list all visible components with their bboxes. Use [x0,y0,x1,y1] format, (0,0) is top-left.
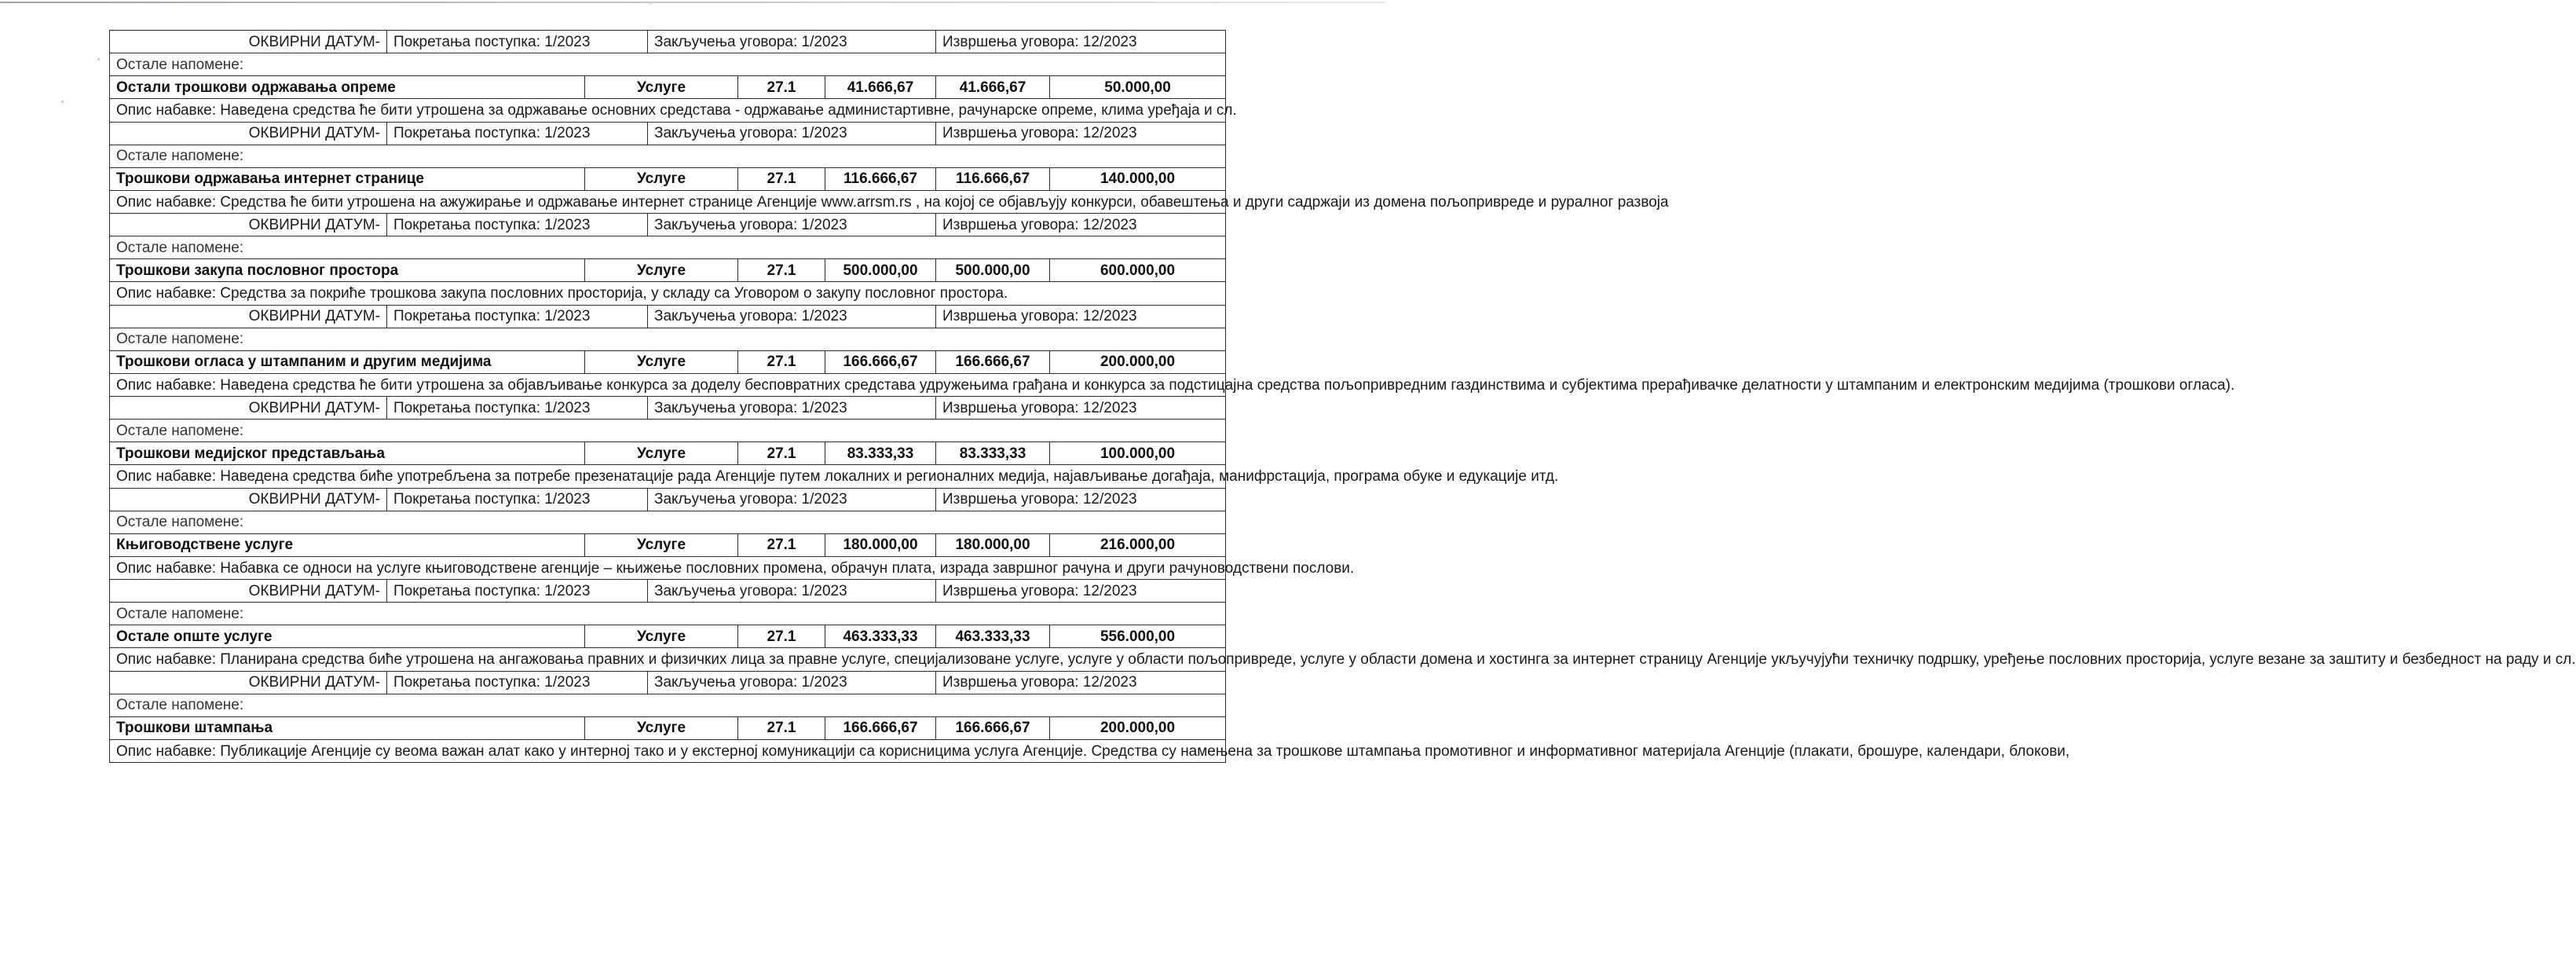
item-name: Трошкови штампања [110,716,585,739]
other-notes-label: Остале напомене: [110,511,1226,533]
other-notes-label: Остале напомене: [110,694,1226,716]
item-name: Трошкови закупа пословног простора [110,259,585,282]
scan-artifact: ~ [649,0,653,8]
procedure-start-date: Покретања поступка: 1/2023 [387,305,648,328]
item-value-1: 463.333,33 [825,625,936,648]
framework-date-label: ОКВИРНИ ДАТУМ- [110,305,387,328]
item-value-2: 166.666,67 [936,716,1050,739]
procedure-start-date: Покретања поступка: 1/2023 [387,580,648,603]
framework-dates-row [110,31,1226,53]
item-value-2: 83.333,33 [936,442,1050,465]
item-type: Услуге [585,716,738,739]
framework-dates-row [110,397,1226,420]
contract-execution-date: Извршења уговора: 12/2023 [936,122,1226,145]
item-value-1: 116.666,67 [825,167,936,190]
item-code: 27.1 [738,350,825,373]
other-notes-row [110,145,1226,167]
procedure-start-date: Покретања поступка: 1/2023 [387,671,648,694]
item-value-total: 556.000,00 [1050,625,1226,648]
item-code: 27.1 [738,533,825,556]
contract-conclusion-date: Закључења уговора: 1/2023 [648,671,936,694]
framework-dates-row [110,580,1226,603]
contract-conclusion-date: Закључења уговора: 1/2023 [648,31,936,53]
procurement-item-row [110,625,1226,648]
contract-conclusion-date: Закључења уговора: 1/2023 [648,397,936,420]
contract-execution-date: Извршења уговора: 12/2023 [936,31,1226,53]
item-name: Књиговодствене услуге [110,533,585,556]
item-name: Остали трошкови одржавања опреме [110,76,585,99]
other-notes-row [110,236,1226,259]
item-name: Трошкови медијског представљања [110,442,585,465]
procedure-start-date: Покретања поступка: 1/2023 [387,397,648,420]
contract-conclusion-date: Закључења уговора: 1/2023 [648,214,936,236]
item-value-2: 500.000,00 [936,259,1050,282]
item-value-1: 166.666,67 [825,716,936,739]
item-value-2: 41.666,67 [936,76,1050,99]
item-code: 27.1 [738,76,825,99]
framework-date-label: ОКВИРНИ ДАТУМ- [110,31,387,53]
other-notes-label: Остале напомене: [110,145,1226,167]
item-code: 27.1 [738,167,825,190]
item-description: Опис набавке: Публикације Агенције су веома важан алат како у интерној тако и у екстерној комуникацији са корисницима услуга Агенције. Средства су намењена за трошкове штампања промотивног и информативног материјала Агенције (плакати, брошуре, календари, блокови, [110,739,1226,763]
contract-conclusion-date: Закључења уговора: 1/2023 [648,305,936,328]
item-type: Услуге [585,167,738,190]
procedure-start-date: Покретања поступка: 1/2023 [387,31,648,53]
framework-date-label: ОКВИРНИ ДАТУМ- [110,122,387,145]
framework-dates-row [110,488,1226,511]
item-value-1: 41.666,67 [825,76,936,99]
item-value-total: 200.000,00 [1050,716,1226,739]
framework-date-label: ОКВИРНИ ДАТУМ- [110,488,387,511]
item-code: 27.1 [738,625,825,648]
procurement-item-row [110,76,1226,99]
other-notes-row [110,420,1226,442]
framework-dates-row [110,305,1226,328]
item-value-total: 100.000,00 [1050,442,1226,465]
scan-speck [97,58,100,60]
other-notes-row [110,53,1226,76]
contract-execution-date: Извршења уговора: 12/2023 [936,305,1226,328]
item-value-2: 463.333,33 [936,625,1050,648]
item-description: Опис набавке: Средства ће бити утрошена на ажужирање и одржавање интернет странице Агенције www.arrsm.rs , на којој се објављују конкурси, обавештења и други садржаји из домена пољопривреде и руралног развоја [110,190,1226,214]
contract-conclusion-date: Закључења уговора: 1/2023 [648,122,936,145]
page-top-rule [0,2,1385,3]
other-notes-row [110,511,1226,533]
item-description: Опис набавке: Наведена средства ће бити утрошена за објављивање конкурса за доделу бесповратних средстава удружењима грађана и конкурса за подстицајна средства пољопривредним газдинствима и субјектима прерађивачке делатности у штампаним и електронским медијима (трошкови огласа). [110,373,1226,397]
other-notes-row [110,328,1226,350]
item-description-row [110,648,1226,672]
item-value-total: 216.000,00 [1050,533,1226,556]
item-value-total: 600.000,00 [1050,259,1226,282]
item-value-1: 166.666,67 [825,350,936,373]
scan-speck [61,101,64,103]
item-description-row [110,465,1226,489]
procurement-item-row [110,716,1226,739]
procurement-item-row [110,442,1226,465]
contract-execution-date: Извршења уговора: 12/2023 [936,580,1226,603]
procurement-item-row [110,259,1226,282]
item-description-row [110,739,1226,763]
item-description: Опис набавке: Средства за покриће трошкова закупа пословних просторија, у складу са Уговором о закупу пословног простора. [110,282,1226,306]
item-description-row [110,282,1226,306]
procurement-item-row [110,167,1226,190]
contract-execution-date: Извршења уговора: 12/2023 [936,214,1226,236]
other-notes-label: Остале напомене: [110,53,1226,76]
framework-dates-row [110,214,1226,236]
item-name: Остале опште услуге [110,625,585,648]
item-description-row [110,190,1226,214]
other-notes-row [110,603,1226,625]
item-code: 27.1 [738,716,825,739]
item-value-1: 500.000,00 [825,259,936,282]
item-type: Услуге [585,259,738,282]
item-value-total: 200.000,00 [1050,350,1226,373]
item-name: Трошкови одржавања интернет странице [110,167,585,190]
item-type: Услуге [585,442,738,465]
procedure-start-date: Покретања поступка: 1/2023 [387,488,648,511]
item-description: Опис набавке: Наведена средства ће бити утрошена за одржавање основних средстава - одржавање администартивне, рачунарске опреме, клима уређаја и сл. [110,99,1226,123]
procurement-item-row [110,533,1226,556]
contract-execution-date: Извршења уговора: 12/2023 [936,671,1226,694]
procedure-start-date: Покретања поступка: 1/2023 [387,214,648,236]
item-description-row [110,99,1226,123]
other-notes-label: Остале напомене: [110,420,1226,442]
item-value-1: 180.000,00 [825,533,936,556]
framework-date-label: ОКВИРНИ ДАТУМ- [110,580,387,603]
item-description: Опис набавке: Набавка се односи на услуге књиговодствене агенције – књижење пословних промена, обрачун плата, израда завршног рачуна и други рачуноводствени послови. [110,556,1226,580]
item-description: Опис набавке: Планирана средства биће утрошена на ангажовања правних и физичких лица за правне услуге, специјализоване услуге, услуге у области пољопривреде, услуге у области домена и хостинга за интернет страницу Агенције укључујући техничку подршку, уређење пословних просторија, услуге везане за заштиту и безбедност на раду и сл. [110,648,1226,672]
item-type: Услуге [585,625,738,648]
item-description-row [110,556,1226,580]
item-type: Услуге [585,533,738,556]
contract-conclusion-date: Закључења уговора: 1/2023 [648,580,936,603]
item-code: 27.1 [738,442,825,465]
item-name: Трошкови огласа у штампаним и другим медијима [110,350,585,373]
item-type: Услуге [585,350,738,373]
procedure-start-date: Покретања поступка: 1/2023 [387,122,648,145]
other-notes-label: Остале напомене: [110,603,1226,625]
other-notes-label: Остале напомене: [110,328,1226,350]
other-notes-row [110,694,1226,716]
item-type: Услуге [585,76,738,99]
contract-execution-date: Извршења уговора: 12/2023 [936,488,1226,511]
framework-date-label: ОКВИРНИ ДАТУМ- [110,397,387,420]
framework-dates-row [110,671,1226,694]
item-value-2: 116.666,67 [936,167,1050,190]
item-value-2: 166.666,67 [936,350,1050,373]
contract-execution-date: Извршења уговора: 12/2023 [936,397,1226,420]
item-value-2: 180.000,00 [936,533,1050,556]
procurement-plan-table [109,30,2576,763]
contract-conclusion-date: Закључења уговора: 1/2023 [648,488,936,511]
framework-dates-row [110,122,1226,145]
procurement-item-row [110,350,1226,373]
other-notes-label: Остале напомене: [110,236,1226,259]
framework-date-label: ОКВИРНИ ДАТУМ- [110,671,387,694]
item-code: 27.1 [738,259,825,282]
item-description: Опис набавке: Наведена средства биће употребљена за потребе презенатације рада Агенције путем локалних и регионалних медија, најављивање догађаја, манифрстација, програма обуке и едукације итд. [110,465,1226,489]
item-value-total: 140.000,00 [1050,167,1226,190]
item-value-1: 83.333,33 [825,442,936,465]
item-description-row [110,373,1226,397]
framework-date-label: ОКВИРНИ ДАТУМ- [110,214,387,236]
item-value-total: 50.000,00 [1050,76,1226,99]
